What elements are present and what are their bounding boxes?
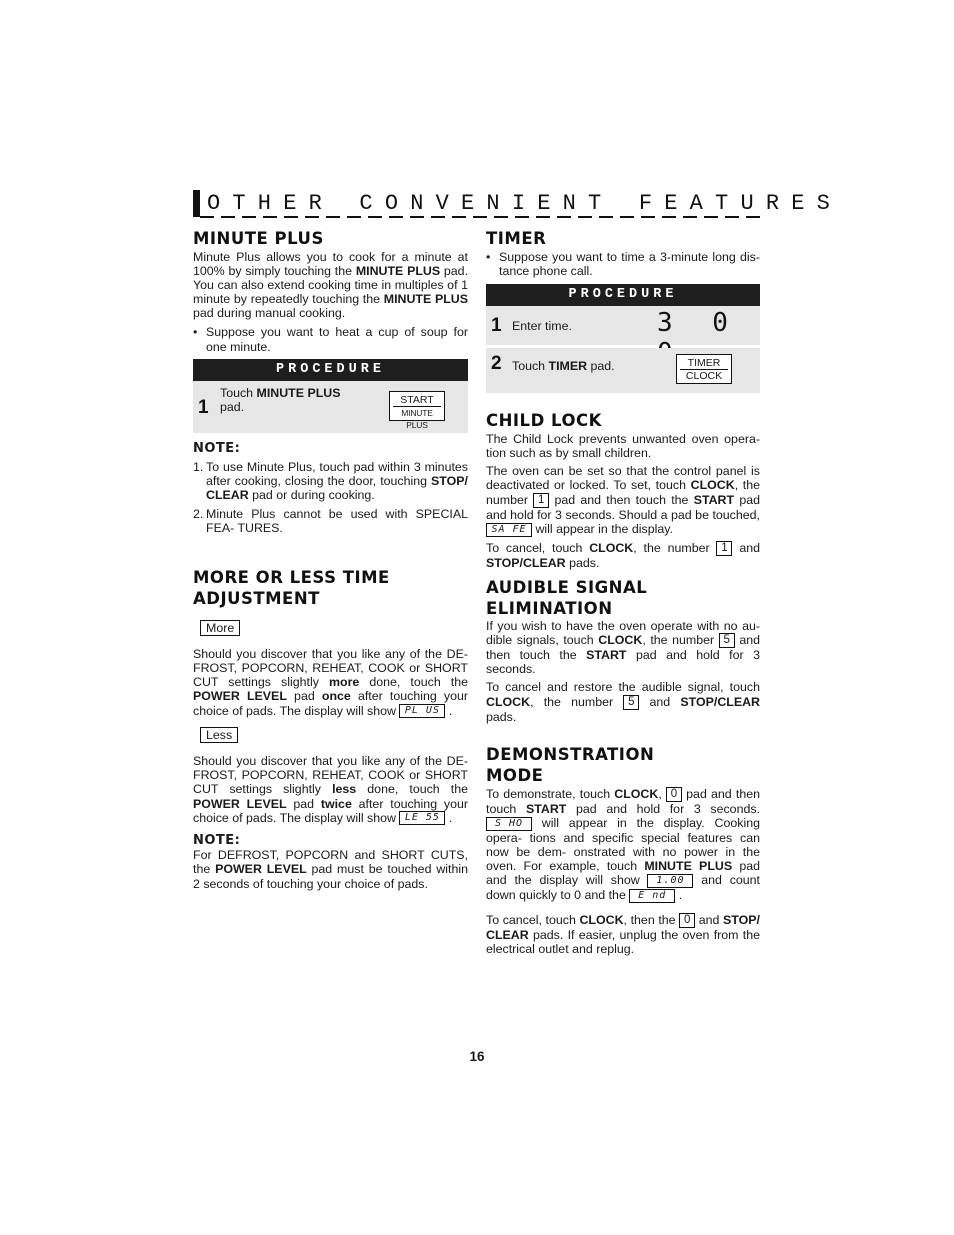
step-number: 1 <box>491 315 502 337</box>
timer-clock-key: TIMER CLOCK <box>676 354 732 384</box>
more-less-note: For DEFROST, POPCORN and SHORT CUTS, the POWER LEVEL pad must be touched within 2 seconds of touching your choice of pads. <box>193 848 468 891</box>
page-number: 16 <box>469 1049 485 1064</box>
child-lock-heading: CHILD LOCK <box>486 411 602 431</box>
timer-bullets <box>486 250 760 278</box>
child-lock-p1: The Child Lock prevents unwanted oven opera- tion such as by small children. <box>486 432 760 461</box>
key-0: 0 <box>666 787 682 802</box>
procedure-header: PROCEDURE <box>486 284 760 306</box>
step-number: 2 <box>491 353 502 375</box>
less-paragraph: Should you discover that you like any of the DE- FROST, POPCORN, REHEAT, COOK or SHORT CUT settings slightly less done, touch the POWER LEVEL pad twice after touching your choice of pads. The display will show LE 55 . <box>193 754 469 825</box>
timer-display: 3 0 <box>657 308 740 339</box>
timer-procedure <box>486 284 760 393</box>
audible-p1: If you wish to have the oven operate with no au- dible signals, touch CLOCK, the number 5 and then touch the START pad and hold for 3 seconds. <box>486 618 760 677</box>
key-1: 1 <box>716 541 732 556</box>
display-less: LE 55 <box>399 811 445 825</box>
less-label-row <box>193 726 468 744</box>
start-minute-plus-key: START MINUTE PLUS <box>389 391 445 421</box>
less-label-box: Less <box>200 727 238 743</box>
more-label-box: More <box>200 620 240 636</box>
procedure-header: PROCEDURE <box>193 359 468 381</box>
more-label-row <box>193 619 468 637</box>
step-text: Touch TIMER pad. <box>512 359 615 374</box>
more-less-heading: MORE OR LESS TIME ADJUSTMENT <box>193 568 390 609</box>
more-less-note-heading: NOTE: <box>193 833 241 849</box>
procedure-step-2 <box>486 348 760 393</box>
banner-underline <box>200 216 761 218</box>
key-5: 5 <box>623 695 639 710</box>
child-lock-p2: The oven can be set so that the control panel is deactivated or locked. To set, touch CLOCK, the number 1 pad and then touch the START pad and hold for 3 seconds. Should a pad be touched, SA FE will appear in the display. <box>486 464 760 536</box>
display-end: E nd <box>629 889 675 903</box>
child-lock-p3: To cancel, touch CLOCK, the number 1 and STOP/CLEAR pads. <box>486 540 761 570</box>
minute-plus-intro: Minute Plus allows you to cook for a minute at 100% by simply touching the MINUTE PLUS pad. You can also extend cooking time in multiples of 1 minute by repeatedly touching the MINUTE PLUS pad during manual cooking. <box>193 250 469 321</box>
list-item: 2. Minute Plus cannot be used with SPECIAL FEA- TURES. <box>193 506 468 536</box>
banner-title: OTHER CONVENIENT FEATURES <box>207 191 843 216</box>
more-paragraph: Should you discover that you like any of the DE- FROST, POPCORN, REHEAT, COOK or SHORT CUT settings slightly more done, touch the POWER LEVEL pad once after touching your choice of pads. The display will show PL US . <box>193 647 469 718</box>
demo-heading: DEMONSTRATION MODE <box>486 744 655 785</box>
audible-heading: AUDIBLE SIGNAL ELIMINATION <box>486 577 648 618</box>
minute-plus-notes <box>193 460 468 535</box>
timer-heading: TIMER <box>486 229 547 248</box>
minute-plus-note-heading: NOTE: <box>193 440 241 456</box>
audible-p2: To cancel and restore the audible signal, touch CLOCK, the number 5 and STOP/CLEAR pads. <box>486 680 760 724</box>
display-safe: SA FE <box>486 523 532 537</box>
key-1: 1 <box>533 493 549 508</box>
key-0: 0 <box>679 913 695 928</box>
minute-plus-procedure <box>193 359 468 433</box>
right-column <box>486 228 760 956</box>
display-plus: PL US <box>399 704 445 718</box>
procedure-step-1 <box>193 381 468 433</box>
left-column <box>193 228 468 891</box>
step-number: 1 <box>198 396 209 418</box>
demo-p1: To demonstrate, touch CLOCK, 0 pad and then touch START pad and hold for 3 seconds. S HO will appear in the display. Cooking opera- tions and specific special features can now be dem- onstrated with no power in the oven. For example, touch MINUTE PLUS pad and the display will show 1.00 and count down quickly to 0 and the E nd . <box>486 786 761 902</box>
banner-bar <box>193 190 200 217</box>
minute-plus-heading: MINUTE PLUS <box>193 229 324 248</box>
minute-plus-bullets <box>193 325 468 353</box>
procedure-step-1 <box>486 306 760 345</box>
display-sho: S HO <box>486 817 532 831</box>
demo-p2: To cancel, touch CLOCK, then the 0 and STOP/ CLEAR pads. If easier, unplug the oven from the electrical outlet and replug. <box>486 912 761 956</box>
key-5: 5 <box>719 633 735 648</box>
step-text: Enter time. <box>512 319 572 334</box>
display-100: 1.00 <box>647 874 693 888</box>
list-item: 1. To use Minute Plus, touch pad within 3 minutes after cooking, closing the door, touching STOP/ CLEAR pad or during cooking. <box>193 459 468 502</box>
list-item: • Suppose you want to heat a cup of soup for one minute. <box>193 325 468 354</box>
step-text: Touch MINUTE PLUS pad. <box>220 385 341 414</box>
list-item: • Suppose you want to time a 3-minute long dis- tance phone call. <box>486 250 760 279</box>
